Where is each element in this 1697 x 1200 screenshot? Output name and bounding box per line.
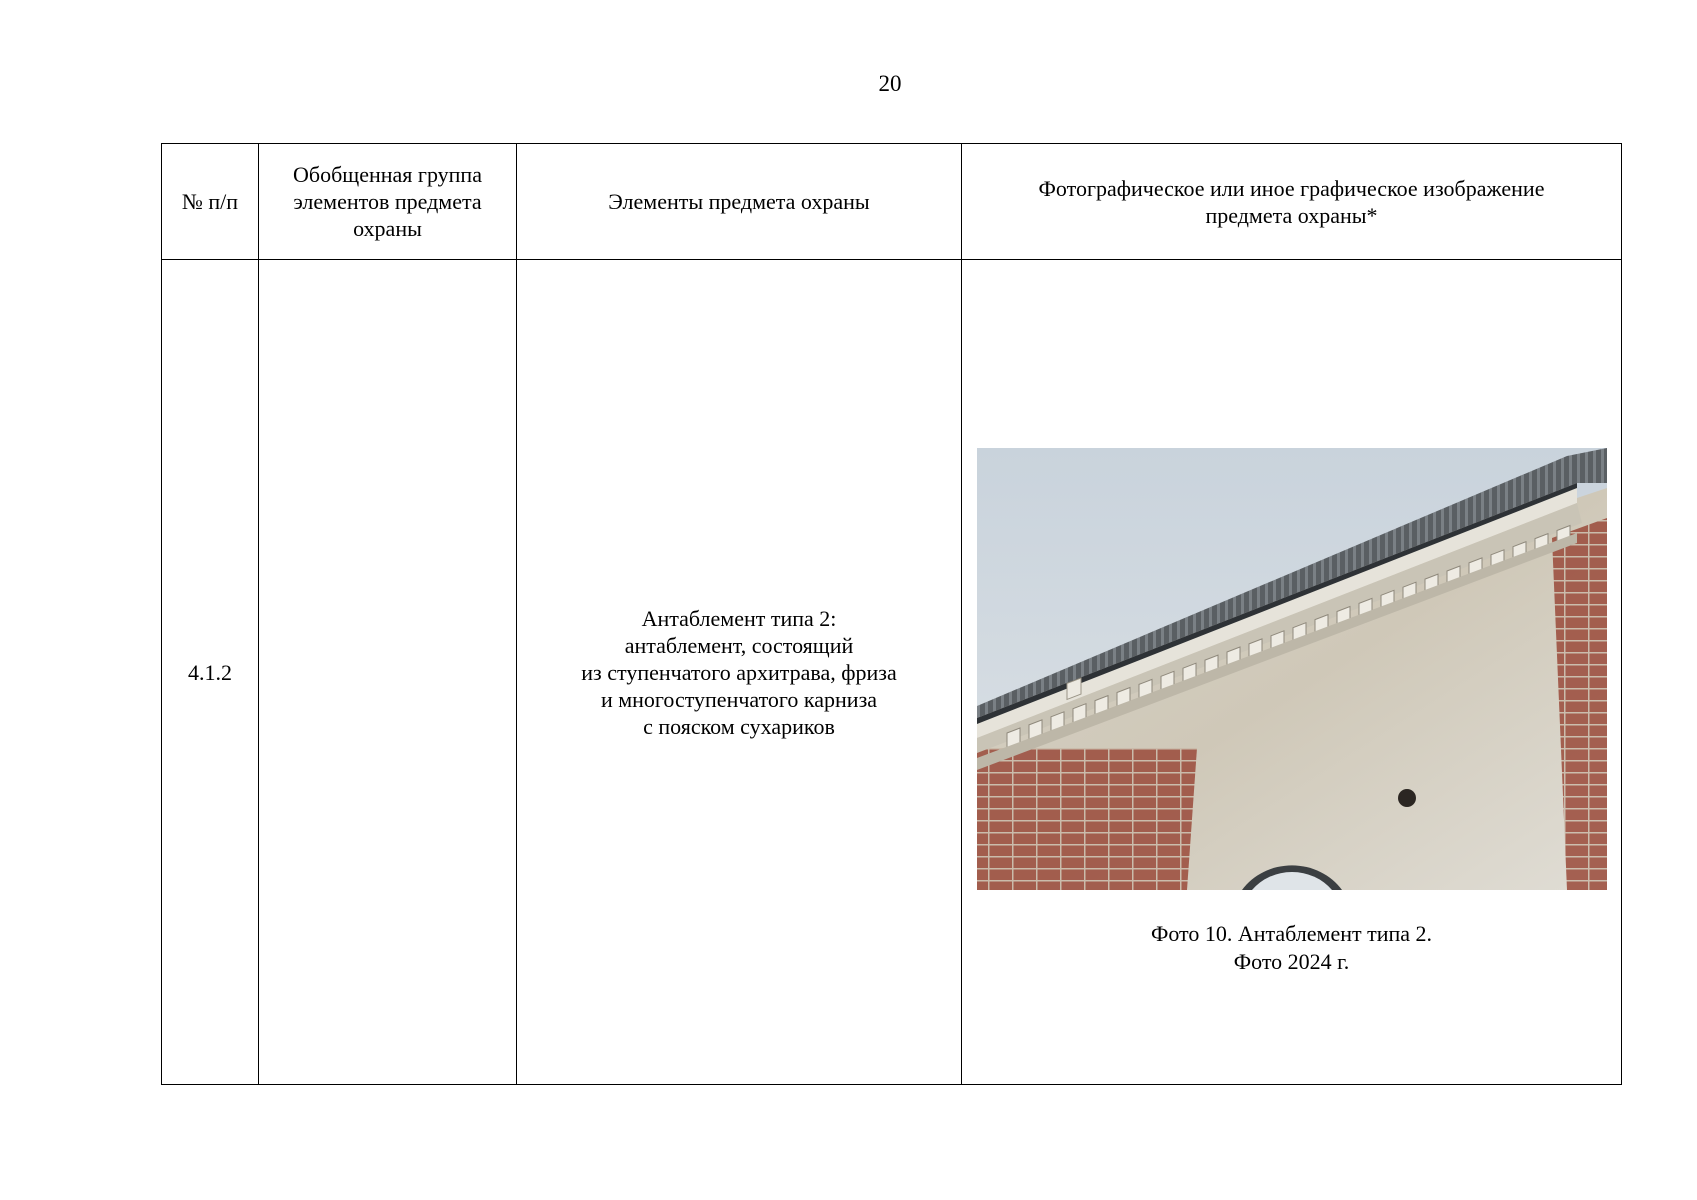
entablature-photo <box>977 448 1607 890</box>
page-number: 20 <box>878 71 902 96</box>
description-line: и многоступенчатого карниза <box>600 686 878 712</box>
header-elements: Элементы предмета охраны <box>517 144 962 260</box>
header-group-text: Обобщенная группа элементов предмета охраны <box>293 162 482 241</box>
protection-table <box>161 143 1622 1085</box>
description-line: с пояском сухариков <box>643 713 835 739</box>
header-num: № п/п <box>162 144 259 260</box>
row-description <box>517 260 962 1085</box>
caption-line: Фото 2024 г. <box>1233 949 1350 974</box>
photo-caption <box>962 920 1621 976</box>
table-header-row <box>162 144 1622 260</box>
table-row <box>162 260 1622 1085</box>
description-line: антаблемент, состоящий <box>624 632 854 658</box>
header-group <box>259 144 517 260</box>
row-num: 4.1.2 <box>162 260 259 1085</box>
row-group <box>259 260 517 1085</box>
row-photo-cell <box>962 260 1622 1085</box>
caption-line: Фото 10. Антаблемент типа 2. <box>1150 921 1433 946</box>
description-line: Антаблемент типа 2: <box>641 605 837 631</box>
description-line: из ступенчатого архитрава, фриза <box>581 659 897 685</box>
header-photo-text: Фотографическое или иное графическое изображение предмета охраны* <box>1038 175 1545 228</box>
header-photo <box>962 144 1622 260</box>
